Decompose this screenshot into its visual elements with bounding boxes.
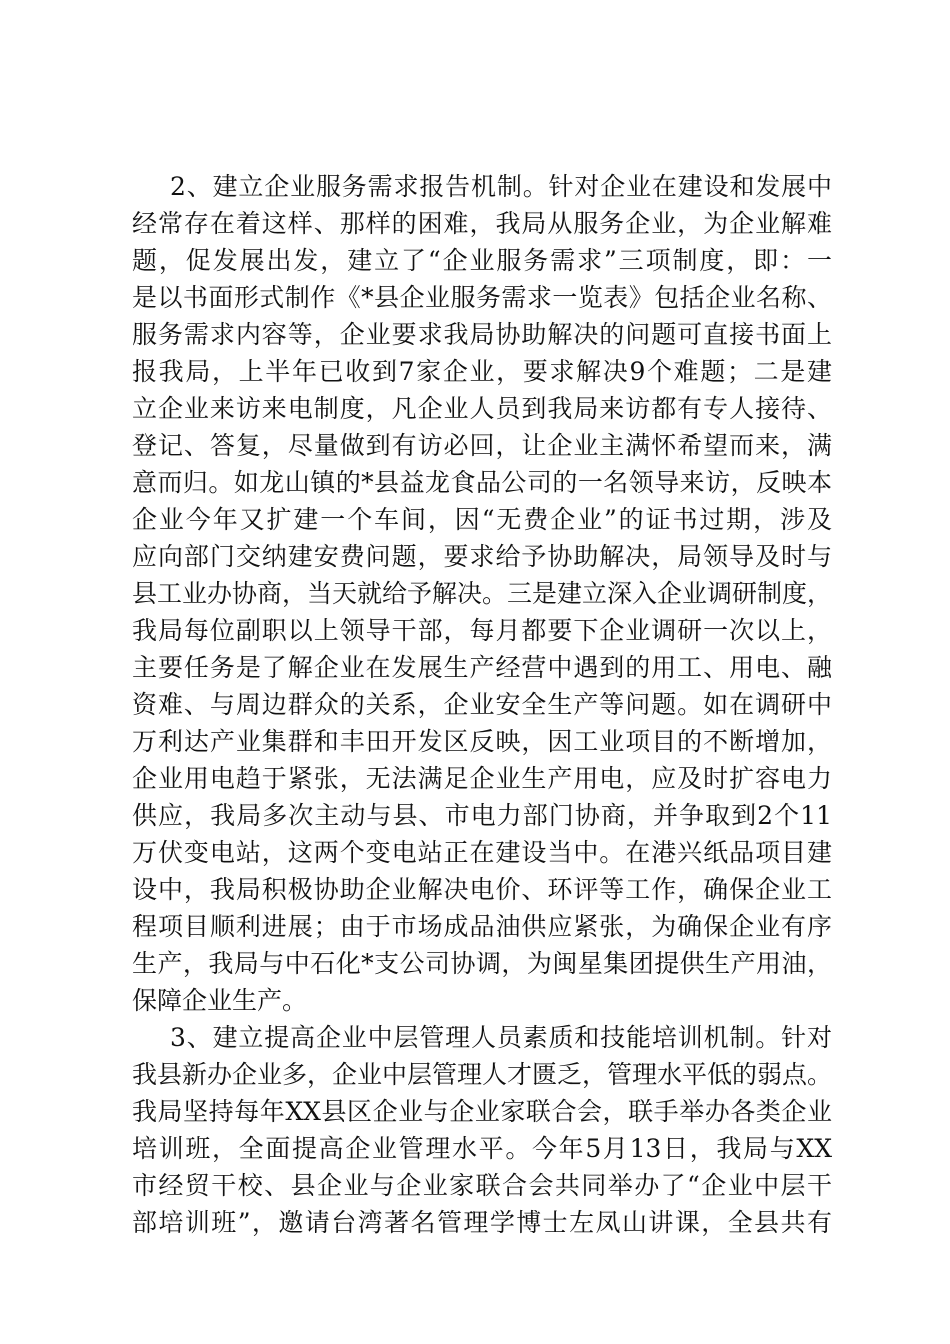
paragraph-2-line-2: 经常存在着这样、那样的困难，我局从服务企业，为企业解难	[132, 209, 832, 238]
paragraph-2-line-16: 万利达产业集群和丰田开发区反映，因工业项目的不断增加，	[132, 727, 832, 756]
paragraph-3-line-5: 市经贸干校、县企业与企业家联合会共同举办了“企业中层干	[132, 1171, 832, 1200]
paragraph-3-line-1: 3、建立提高企业中层管理人员素质和技能培训机制。针对	[170, 1023, 832, 1052]
paragraph-2-line-14: 主要任务是了解企业在发展生产经营中遇到的用工、用电、融	[132, 653, 832, 682]
paragraph-3-line-4: 培训班，全面提高企业管理水平。今年5月13日，我局与XX	[132, 1134, 832, 1163]
paragraph-2-line-5: 服务需求内容等，企业要求我局协助解决的问题可直接书面上	[132, 320, 832, 349]
paragraph-2-line-19: 万伏变电站，这两个变电站正在建设当中。在港兴纸品项目建	[132, 838, 832, 867]
paragraph-2-line-8: 登记、答复，尽量做到有访必回，让企业主满怀希望而来，满	[132, 431, 832, 460]
paragraph-3-line-2: 我县新办企业多，企业中层管理人才匮乏，管理水平低的弱点。	[132, 1060, 833, 1089]
paragraph-2-line-13: 我局每位副职以上领导干部，每月都要下企业调研一次以上，	[132, 616, 832, 645]
paragraph-2-line-18: 供应，我局多次主动与县、市电力部门协商，并争取到2个11	[132, 801, 832, 830]
paragraph-2-line-6: 报我局，上半年已收到7家企业，要求解决9个难题；二是建	[132, 357, 832, 386]
paragraph-2-line-23: 保障企业生产。	[132, 986, 308, 1015]
paragraph-2-line-10: 企业今年又扩建一个车间，因“无费企业”的证书过期，涉及	[132, 505, 832, 534]
paragraph-2-line-1: 2、建立企业服务需求报告机制。针对企业在建设和发展中	[170, 172, 832, 201]
paragraph-2-line-7: 立企业来访来电制度，凡企业人员到我局来访都有专人接待、	[132, 394, 832, 423]
paragraph-2-line-17: 企业用电趋于紧张，无法满足企业生产用电，应及时扩容电力	[132, 764, 832, 793]
paragraph-2-line-21: 程项目顺利进展；由于市场成品油供应紧张，为确保企业有序	[132, 912, 832, 941]
paragraph-3-line-6: 部培训班”，邀请台湾著名管理学博士左凤山讲课，全县共有	[132, 1208, 832, 1237]
paragraph-2-line-20: 设中，我局积极协助企业解决电价、环评等工作，确保企业工	[132, 875, 832, 904]
paragraph-2-line-4: 是以书面形式制作《*县企业服务需求一览表》包括企业名称、	[132, 283, 832, 312]
paragraph-2-line-3: 题，促发展出发，建立了“企业服务需求”三项制度，即：一	[132, 246, 832, 275]
paragraph-2-line-12: 县工业办协商，当天就给予解决。三是建立深入企业调研制度，	[132, 579, 833, 608]
paragraph-2-line-22: 生产，我局与中石化*支公司协调，为闽星集团提供生产用油，	[132, 949, 832, 978]
paragraph-2-line-11: 应向部门交纳建安费问题，要求给予协助解决，局领导及时与	[132, 542, 832, 571]
paragraph-2-line-9: 意而归。如龙山镇的*县益龙食品公司的一名领导来访，反映本	[132, 468, 832, 497]
paragraph-3-line-3: 我局坚持每年XX县区企业与企业家联合会，联手举办各类企业	[132, 1097, 832, 1126]
paragraph-2-line-15: 资难、与周边群众的关系，企业安全生产等问题。如在调研中	[132, 690, 832, 719]
